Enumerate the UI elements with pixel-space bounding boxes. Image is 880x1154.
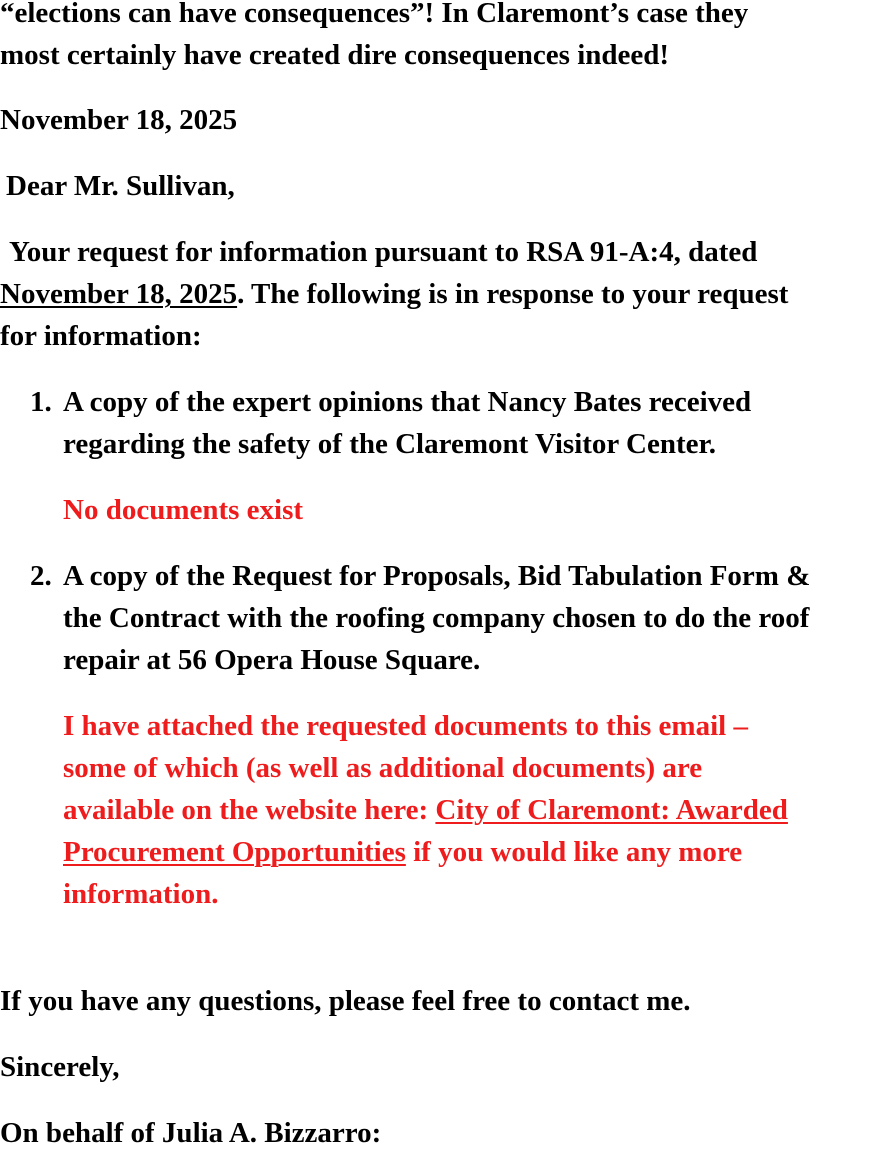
on-behalf-of: On behalf of Julia A. Bizzarro:	[0, 1117, 382, 1149]
salutation: Dear Mr. Sullivan,	[6, 170, 235, 202]
item-2-line-3: repair at 56 Opera House Square.	[63, 644, 481, 676]
request-line-1: Your request for information pursuant to RSA 91-A:4, dated	[9, 236, 758, 268]
request-line-2	[0, 273, 788, 315]
closing-question: If you have any questions, please feel free to contact me.	[0, 985, 691, 1017]
procurement-link-part-2[interactable]: Procurement Opportunities	[63, 836, 406, 868]
intro-line-1: “elections can have consequences”! In Claremont’s case they	[0, 0, 749, 29]
item-2-response-line-4	[63, 831, 742, 873]
item-2-number: 2.	[30, 560, 52, 592]
letter-date: November 18, 2025	[0, 104, 238, 136]
request-line-2-rest: . The following is in response to your request	[237, 278, 789, 310]
item-2-line-1: A copy of the Request for Proposals, Bid Tabulation Form &	[63, 560, 811, 592]
item-2-response-line-1: I have attached the requested documents to this email –	[63, 710, 748, 742]
item-2-response-line-2: some of which (as well as additional documents) are	[63, 752, 703, 784]
request-line-3: for information:	[0, 320, 202, 352]
intro-line-2: most certainly have created dire consequences indeed!	[0, 39, 670, 71]
procurement-link-part-1[interactable]: City of Claremont: Awarded	[435, 794, 788, 826]
item-2-response-line-3	[63, 789, 788, 831]
item-2-response-line-5: information.	[63, 878, 219, 910]
item-1-line-2: regarding the safety of the Claremont Visitor Center.	[63, 428, 716, 460]
item-1-number: 1.	[30, 386, 52, 418]
item-2-line-2: the Contract with the roofing company chosen to do the roof	[63, 602, 810, 634]
item-1-line-1: A copy of the expert opinions that Nancy Bates received	[63, 386, 752, 418]
request-date-underlined: November 18, 2025	[0, 278, 238, 310]
response-line-3-pre: available on the website here:	[63, 794, 436, 826]
item-1-response: No documents exist	[63, 494, 304, 526]
response-line-4-post: if you would like any more	[405, 836, 743, 868]
sincerely: Sincerely,	[0, 1051, 120, 1083]
